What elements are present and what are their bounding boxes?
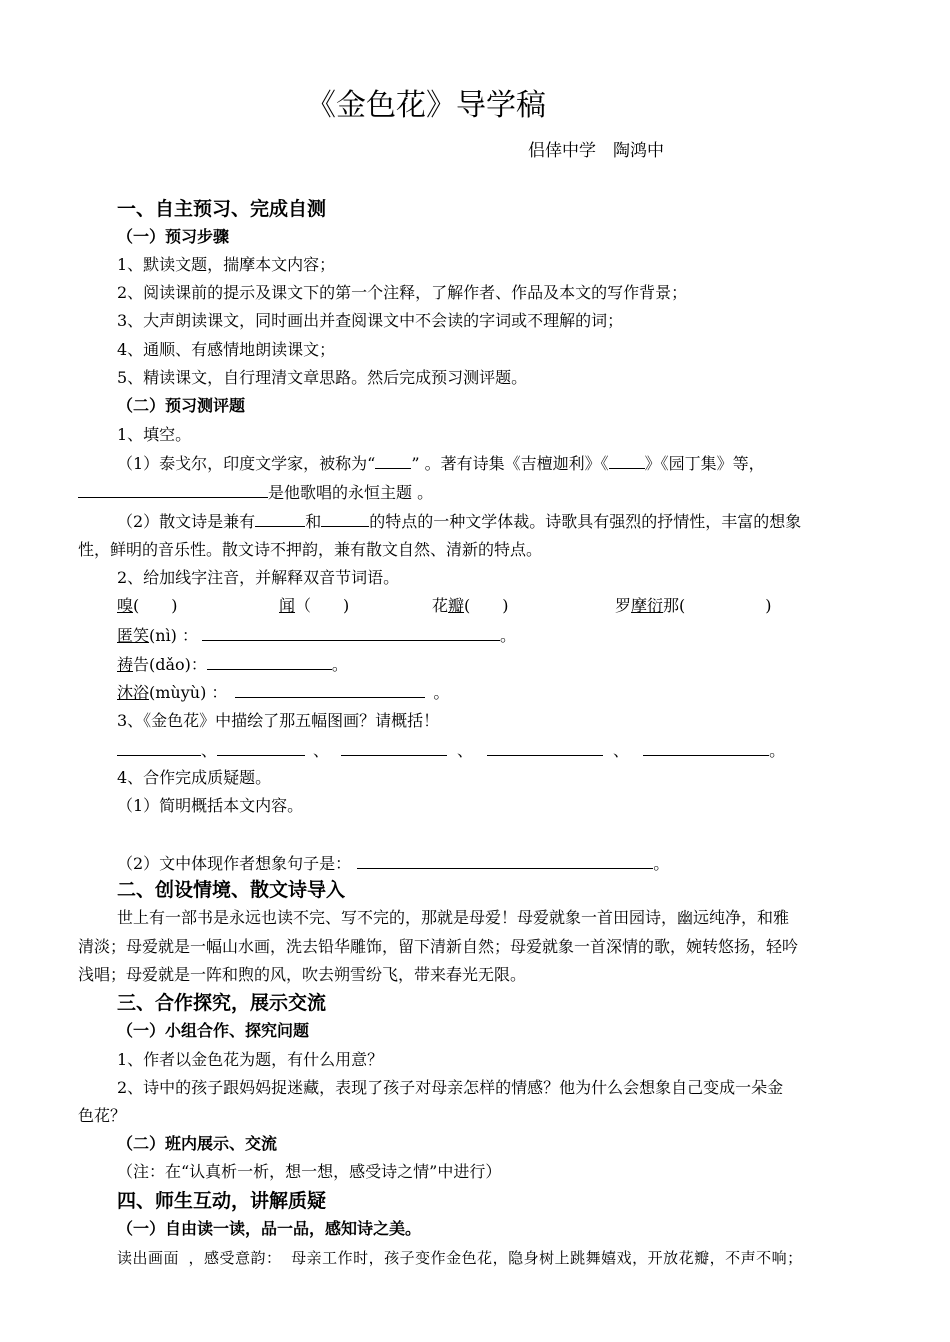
pinyin-blank[interactable]: ( ) [464,596,509,615]
fill-in-line-3 [117,511,801,532]
explore-question-1: 1、作者以金色花为题，有什么用意？ [117,1050,384,1069]
step-2: 2、阅读课前的提示及课文下的第一个注释，了解作者、作品及本文的写作背景； [117,283,688,302]
underlined-word: 沐浴 [117,683,150,702]
pinyin-item [279,596,349,616]
fill-text: （2）散文诗是兼有 [117,512,256,531]
intro-para-line-2: 清淡；母爱就是一幅山水画，洗去铅华雕饰，留下清新自然；母爱就象一首深情的歌，婉转悠扬，轻吟 [78,937,799,956]
intro-para-line-1: 世上有一部书是永远也读不完、写不完的，那就是母爱！母爱就象一首田园诗，幽远纯净，和雅 [117,908,790,927]
answer-blank[interactable] [609,453,645,469]
period: 。 [500,626,517,645]
subheading-preview-steps: （一）预习步骤 [117,227,230,246]
pinyin-blank[interactable]: 那( ) [663,596,772,615]
answer-blank[interactable] [117,740,201,756]
underlined-char: 瓣 [448,596,465,615]
fill-text: 》《园丁集》等， [644,454,765,473]
period: 。 [769,741,786,760]
underlined-word: 匿笑 [117,626,150,645]
fill-text: 是他歌唱的永恒主题 。 [268,483,434,502]
underlined-word: 祷 [117,655,134,674]
question-4: 4、合作完成质疑题。 [117,768,272,787]
note-line: （注：在“认真析一析，想一想，感受诗之情”中进行） [117,1162,502,1181]
answer-blank[interactable] [341,740,447,756]
step-4: 4、通顺、有感情地朗读课文； [117,340,336,359]
period: 。 [433,683,450,702]
answer-blank[interactable] [235,682,425,698]
explore-question-2a: 2、诗中的孩子跟妈妈捉迷藏，表现了孩子对母亲怎样的情感？他为什么会想象自己变成一朵金 [117,1078,784,1097]
answer-blank[interactable] [487,740,603,756]
separator: 、 [457,741,474,760]
vocab-pinyin: (nì) ： [149,626,199,645]
scene-blanks-row [117,740,785,761]
question-4-2 [117,853,669,874]
pinyin-blank[interactable]: ( ) [133,596,178,615]
explore-question-2b: 色花？ [78,1106,127,1125]
subheading-preview-test: （二）预习测评题 [117,396,246,415]
underlined-char: 闻 [279,596,296,615]
fill-text: 和 [305,512,322,531]
fill-text: （1）泰戈尔，印度文学家，被称为“ [117,454,376,473]
plain-char: 花 [432,596,449,615]
period: 。 [653,854,670,873]
vocab-pinyin: 告(dǎo)： [133,655,207,674]
question-3: 3、《金色花》中描绘了那五幅图画？请概括！ [117,711,440,730]
step-3: 3、大声朗读课文，同时画出并查阅课文中不会读的字词或不理解的词； [117,311,624,330]
section-heading-1: 一、自主预习、完成自测 [117,198,327,220]
separator: 、 [613,741,630,760]
question-2: 2、给加线字注音，并解释双音节词语。 [117,568,400,587]
fill-text: ” 。著有诗集《吉檀迦利》《 [411,454,609,473]
answer-blank[interactable] [357,853,653,869]
fill-in-line-2 [78,482,433,503]
vocab-line-1 [117,625,516,646]
page-title: 《金色花》导学稿 [306,88,546,123]
step-5: 5、精读课文，自行理清文章思路。然后完成预习测评题。 [117,368,528,387]
period: 。 [331,655,348,674]
question-text: （2）文中体现作者想象句子是： [117,854,352,873]
fill-in-line-4: 性，鲜明的音乐性。散文诗不押韵，兼有散文自然、清新的特点。 [78,540,543,559]
answer-blank[interactable] [202,625,500,641]
pinyin-item [432,596,509,616]
answer-blank[interactable] [217,740,305,756]
underlined-char: 摩衍 [631,596,664,615]
section-heading-4: 四、师生互动，讲解质疑 [117,1190,327,1212]
vocab-line-3 [117,682,449,703]
underlined-char: 嗅 [117,596,134,615]
pinyin-item [117,596,178,616]
vocab-pinyin: (mùyù) ： [149,683,228,702]
author-line: 侣倖中学 陶鸿中 [528,141,664,161]
section-heading-3: 三、合作探究，展示交流 [117,992,327,1014]
subheading-group-work: （一）小组合作、探究问题 [117,1021,310,1040]
fill-text: 的特点的一种文学体裁。诗歌具有强烈的抒情性，丰富的想象 [369,512,802,531]
question-1: 1、填空。 [117,425,192,444]
vocab-line-2 [117,654,348,675]
answer-blank[interactable] [321,511,369,527]
question-4-1: （1）简明概括本文内容。 [117,796,304,815]
section-heading-2: 二、创设情境、散文诗导入 [117,879,346,901]
separator: 、 [201,741,218,760]
answer-blank[interactable] [375,453,411,469]
answer-blank[interactable] [643,740,769,756]
intro-para-line-3: 浅唱；母爱就是一阵和煦的风，吹去朔雪纷飞，带来春光无限。 [78,965,527,984]
answer-blank[interactable] [78,482,268,498]
subheading-free-read: （一）自由读一读，品一品，感知诗之美。 [117,1219,422,1238]
separator: 、 [313,741,330,760]
subheading-class-share: （二）班内展示、交流 [117,1134,278,1153]
fill-in-line-1 [117,453,765,474]
plain-char: 罗 [615,596,632,615]
step-1: 1、默读文题，揣摩本文内容； [117,255,336,274]
pinyin-blank[interactable]: （ ) [295,596,350,615]
answer-blank[interactable] [207,654,332,670]
answer-blank[interactable] [255,511,305,527]
reading-guide-line: 读出画面 ，感受意韵： 母亲工作时，孩子变作金色花，隐身树上跳舞嬉戏，开放花瓣，不声不响； [117,1249,803,1267]
pinyin-item [615,596,772,616]
